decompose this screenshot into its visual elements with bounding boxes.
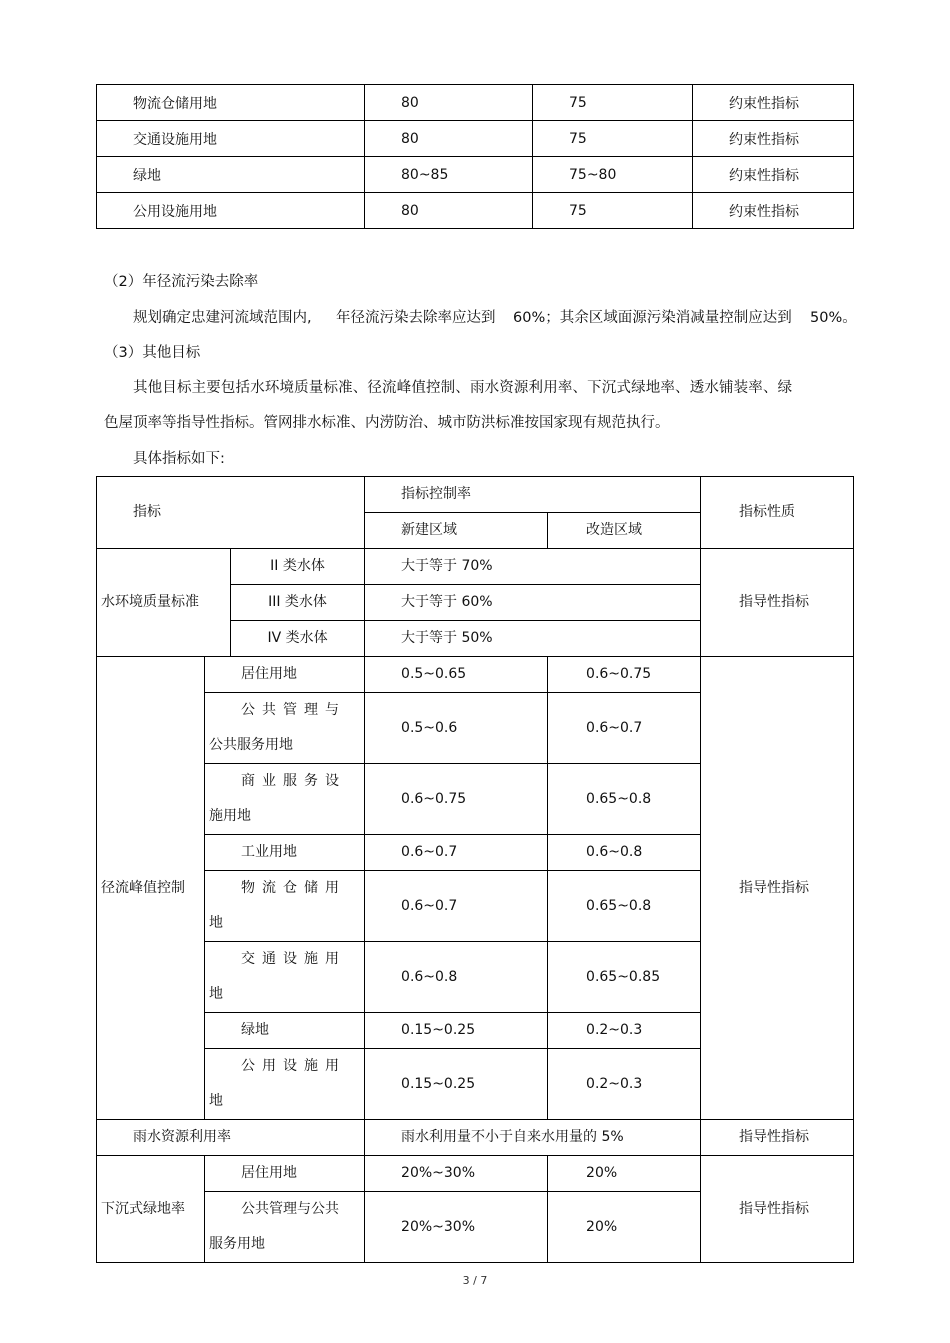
cell-land: 绿地 [97, 157, 365, 193]
sunken-land [205, 1192, 365, 1263]
cell-value-b: 75 [533, 121, 693, 157]
nature-rain: 指导性指标 [701, 1120, 854, 1156]
paragraph-line: 其他目标主要包括水环境质量标准、径流峰值控制、雨水资源利用率、下沉式绿地率、透水铺装率、绿 [133, 380, 793, 396]
runoff-land [205, 693, 365, 764]
runoff-old: 0.2~0.3 [548, 1013, 701, 1049]
cell-type: 约束性指标 [693, 121, 854, 157]
table-header-row [97, 477, 854, 513]
water-class: III 类水体 [231, 585, 365, 621]
cell-land: 公用设施用地 [97, 193, 365, 229]
table-row [97, 1120, 854, 1156]
cell-value-b: 75 [533, 85, 693, 121]
section-heading-2: （2）年径流污染去除率 [104, 274, 259, 290]
table-row [97, 85, 854, 121]
row-label-water: 水环境质量标准 [97, 549, 231, 657]
cell-land: 交通设施用地 [97, 121, 365, 157]
water-value: 大于等于 50% [365, 621, 701, 657]
section-heading-3: （3）其他目标 [104, 345, 201, 361]
runoff-new: 0.6~0.7 [365, 871, 548, 942]
runoff-old: 0.65~0.85 [548, 942, 701, 1013]
row-label-sunken: 下沉式绿地率 [97, 1156, 205, 1263]
land-line-2: 地 [209, 915, 223, 931]
cell-type: 约束性指标 [693, 85, 854, 121]
runoff-land [205, 764, 365, 835]
runoff-old: 0.2~0.3 [548, 1049, 701, 1120]
nature-water: 指导性指标 [701, 549, 854, 657]
land-line-1: 商业服务设 [241, 773, 346, 789]
runoff-new: 0.5~0.6 [365, 693, 548, 764]
nature-sunken: 指导性指标 [701, 1156, 854, 1263]
sunken-old: 20% [548, 1156, 701, 1192]
runoff-old: 0.6~0.7 [548, 693, 701, 764]
row-label-rain: 雨水资源利用率 [97, 1120, 365, 1156]
table-intro: 具体指标如下: [133, 451, 225, 467]
header-renovated-area: 改造区域 [548, 513, 701, 549]
page-number: 3 / 7 [462, 1274, 488, 1287]
runoff-land: 工业用地 [205, 835, 365, 871]
text-part: 60%；其余区域面源污染消减量控制应达到 [513, 310, 792, 326]
land-line-2: 服务用地 [209, 1236, 265, 1252]
table-row [97, 657, 854, 693]
table-row [97, 1156, 854, 1192]
runoff-old: 0.6~0.8 [548, 835, 701, 871]
header-nature: 指标性质 [701, 477, 854, 549]
table-row [97, 549, 854, 585]
land-line-1: 公共管理与公共 [241, 1201, 339, 1217]
indicator-table [96, 476, 854, 1263]
land-line-2: 地 [209, 1093, 223, 1109]
land-line-2: 地 [209, 986, 223, 1002]
cell-value-a: 80 [365, 121, 533, 157]
land-line-1: 公用设施用 [241, 1058, 346, 1074]
land-line-2: 施用地 [209, 808, 251, 824]
table-row [97, 157, 854, 193]
cell-value-b: 75 [533, 193, 693, 229]
land-line-2: 公共服务用地 [209, 737, 293, 753]
runoff-land [205, 871, 365, 942]
cell-value-a: 80 [365, 85, 533, 121]
runoff-land [205, 942, 365, 1013]
land-line-1: 物流仓储用 [241, 880, 346, 896]
text-part: 50%。 [810, 310, 857, 326]
cell-value-b: 75~80 [533, 157, 693, 193]
runoff-land [205, 1049, 365, 1120]
header-control-rate: 指标控制率 [365, 477, 701, 513]
runoff-land: 居住用地 [205, 657, 365, 693]
runoff-new: 0.6~0.75 [365, 764, 548, 835]
table-row [97, 121, 854, 157]
sunken-new: 20%~30% [365, 1192, 548, 1263]
runoff-old: 0.65~0.8 [548, 764, 701, 835]
paragraph-line: 色屋顶率等指导性指标。管网排水标准、内涝防治、城市防洪标准按国家现有规范执行。 [104, 415, 670, 431]
table-row [97, 193, 854, 229]
cell-type: 约束性指标 [693, 157, 854, 193]
land-use-table-top [96, 84, 854, 229]
cell-value-a: 80~85 [365, 157, 533, 193]
runoff-new: 0.15~0.25 [365, 1049, 548, 1120]
runoff-old: 0.65~0.8 [548, 871, 701, 942]
cell-type: 约束性指标 [693, 193, 854, 229]
runoff-new: 0.15~0.25 [365, 1013, 548, 1049]
header-new-area: 新建区域 [365, 513, 548, 549]
water-class: II 类水体 [231, 549, 365, 585]
sunken-old: 20% [548, 1192, 701, 1263]
runoff-land: 绿地 [205, 1013, 365, 1049]
rain-value: 雨水利用量不小于自来水用量的 5% [365, 1120, 701, 1156]
sunken-new: 20%~30% [365, 1156, 548, 1192]
sunken-land: 居住用地 [205, 1156, 365, 1192]
header-indicator: 指标 [97, 477, 365, 549]
water-class: IV 类水体 [231, 621, 365, 657]
land-line-1: 交通设施用 [241, 951, 346, 967]
land-line-1: 公共管理与 [241, 702, 346, 718]
runoff-new: 0.6~0.7 [365, 835, 548, 871]
nature-runoff: 指导性指标 [701, 657, 854, 1120]
cell-value-a: 80 [365, 193, 533, 229]
text-part: 年径流污染去除率应达到 [336, 310, 496, 326]
water-value: 大于等于 70% [365, 549, 701, 585]
row-label-runoff: 径流峰值控制 [97, 657, 205, 1120]
runoff-new: 0.5~0.65 [365, 657, 548, 693]
runoff-new: 0.6~0.8 [365, 942, 548, 1013]
text-part: 规划确定忠建河流域范围内, [133, 310, 312, 326]
runoff-old: 0.6~0.75 [548, 657, 701, 693]
cell-land: 物流仓储用地 [97, 85, 365, 121]
water-value: 大于等于 60% [365, 585, 701, 621]
